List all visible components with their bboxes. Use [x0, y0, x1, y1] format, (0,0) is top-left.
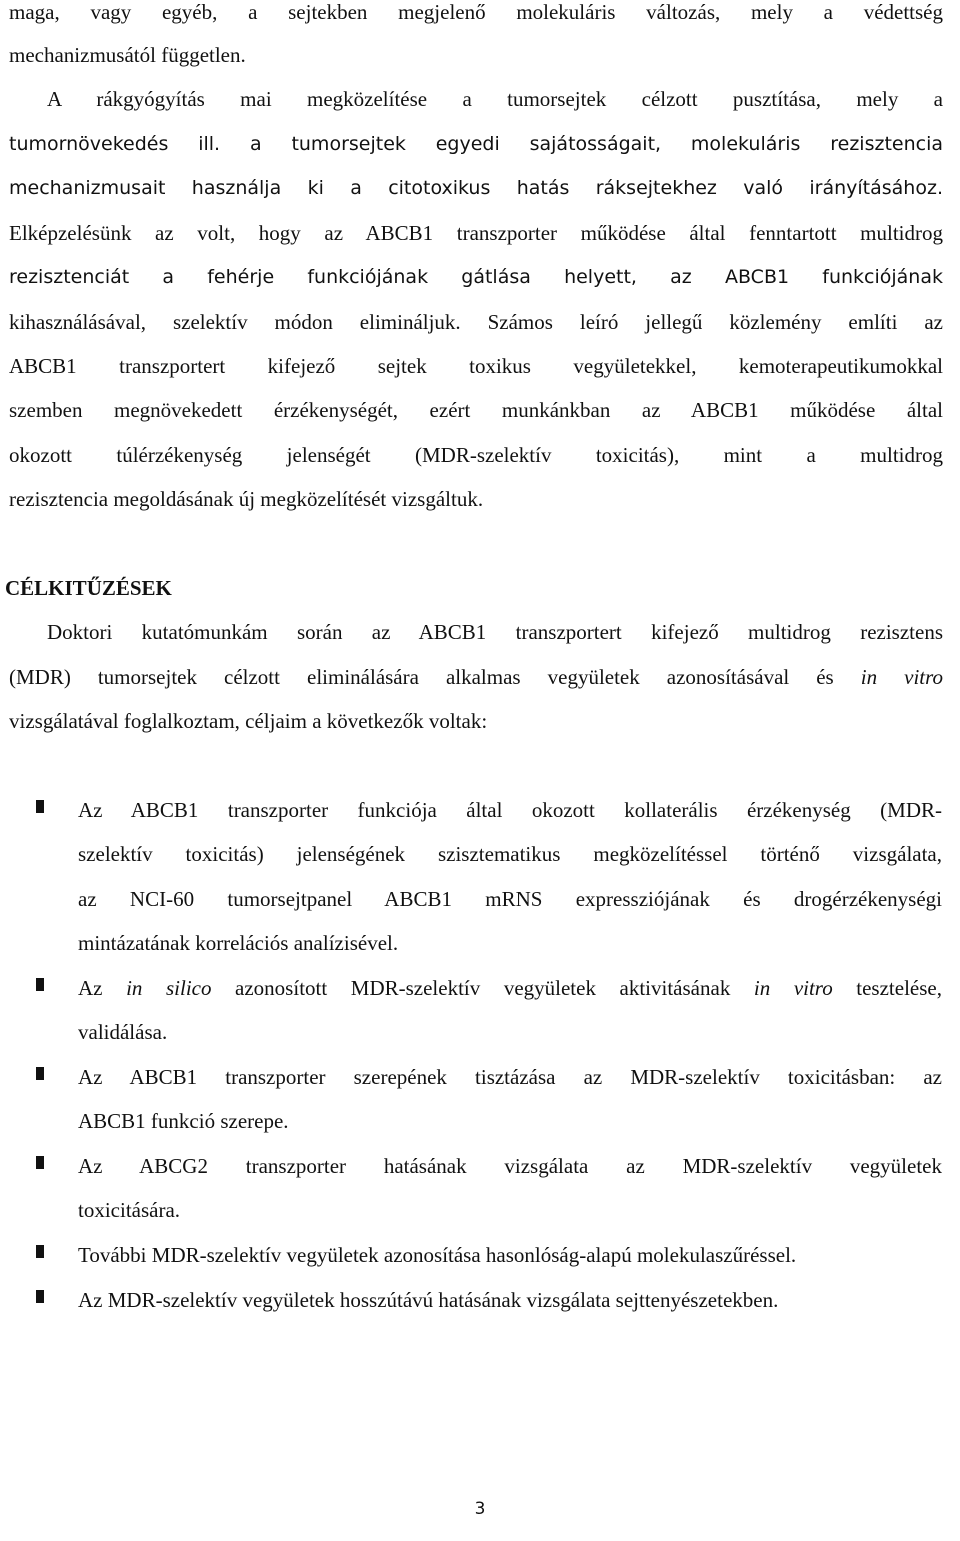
objective-line: validálása.: [78, 1020, 168, 1044]
objective-text: tesztelése,: [832, 976, 942, 1000]
objective-line: mintázatának korrelációs analízisével.: [78, 931, 399, 955]
objective-line: Az ABCG2 transzporter hatásának vizsgálata az MDR-szelektív vegyületek: [78, 1154, 942, 1178]
intro-line: ABCB1 transzportert kifejező sejtek toxikus vegyületekkel, kemoterapeutikumokkal: [9, 354, 943, 378]
intro-line: kihasználásával, szelektív módon elimináljuk. Számos leíró jellegű közlemény említi az: [9, 310, 943, 334]
objective-line: [78, 974, 942, 1002]
bullet-square-icon: [36, 1067, 44, 1080]
italic-term: in vitro: [860, 665, 944, 689]
intro-line: A rákgyógyítás mai megközelítése a tumorsejtek célzott pusztítása, mely a: [47, 87, 943, 111]
intro-line: mechanizmusától független.: [9, 43, 246, 67]
objective-line: ABCB1 funkció szerepe.: [78, 1109, 289, 1133]
objective-line: További MDR-szelektív vegyületek azonosítása hasonlóság-alapú molekulaszűréssel.: [78, 1243, 797, 1267]
objective-line: Az MDR-szelektív vegyületek hosszútávú hatásának vizsgálata sejttenyészetekben.: [78, 1288, 779, 1312]
section-paragraph-line: [9, 663, 943, 691]
intro-line: Elképzelésünk az volt, hogy az ABCB1 transzporter működése által fenntartott multidrog: [9, 221, 943, 245]
objective-line: szelektív toxicitás) jelenségének szisztematikus megközelítéssel történő vizsgálata,: [78, 842, 942, 866]
intro-line: mechanizmusait használja ki a citotoxikus hatás ráksejtekhez való irányításához.: [9, 177, 943, 199]
bullet-square-icon: [36, 800, 44, 813]
section-heading: CÉLKITŰZÉSEK: [5, 576, 172, 600]
objective-line: Az ABCB1 transzporter szerepének tisztázása az MDR-szelektív toxicitásban: az: [78, 1065, 942, 1089]
page-number: 3: [474, 1499, 486, 1519]
objective-line: Az ABCB1 transzporter funkciója által okozott kollaterális érzékenység (MDR-: [78, 798, 942, 822]
objective-line: az NCI-60 tumorsejtpanel ABCB1 mRNS expressziójának és drogérzékenységi: [78, 887, 942, 911]
section-paragraph-text: (MDR) tumorsejtek célzott eliminálására alkalmas vegyületek azonosításával és: [9, 665, 861, 689]
intro-line: maga, vagy egyéb, a sejtekben megjelenő molekuláris változás, mely a védettség: [9, 0, 943, 24]
italic-term: in vitro: [753, 976, 833, 1000]
section-paragraph-line: Doktori kutatómunkám során az ABCB1 transzportert kifejező multidrog rezisztens: [47, 620, 943, 644]
bullet-square-icon: [36, 1290, 44, 1303]
section-paragraph-line: vizsgálatával foglalkoztam, céljaim a következők voltak:: [9, 709, 488, 733]
bullet-square-icon: [36, 1245, 44, 1258]
intro-line: rezisztenciát a fehérje funkciójának gátlása helyett, az ABCB1 funkciójának: [9, 266, 943, 288]
objective-text: Az: [78, 976, 127, 1000]
bullet-square-icon: [36, 1156, 44, 1169]
intro-line: rezisztencia megoldásának új megközelítését vizsgáltuk.: [9, 487, 484, 511]
objective-text: azonosított MDR-szelektív vegyületek aktivitásának: [211, 976, 754, 1000]
objective-line: toxicitására.: [78, 1198, 181, 1222]
italic-term: in silico: [126, 976, 212, 1000]
bullet-square-icon: [36, 978, 44, 991]
intro-line: szemben megnövekedett érzékenységét, ezért munkánkban az ABCB1 működése által: [9, 398, 943, 422]
intro-line: okozott túlérzékenység jelenségét (MDR-szelektív toxicitás), mint a multidrog: [9, 443, 943, 467]
intro-line: tumornövekedés ill. a tumorsejtek egyedi sajátosságait, molekuláris rezisztencia: [9, 133, 943, 155]
